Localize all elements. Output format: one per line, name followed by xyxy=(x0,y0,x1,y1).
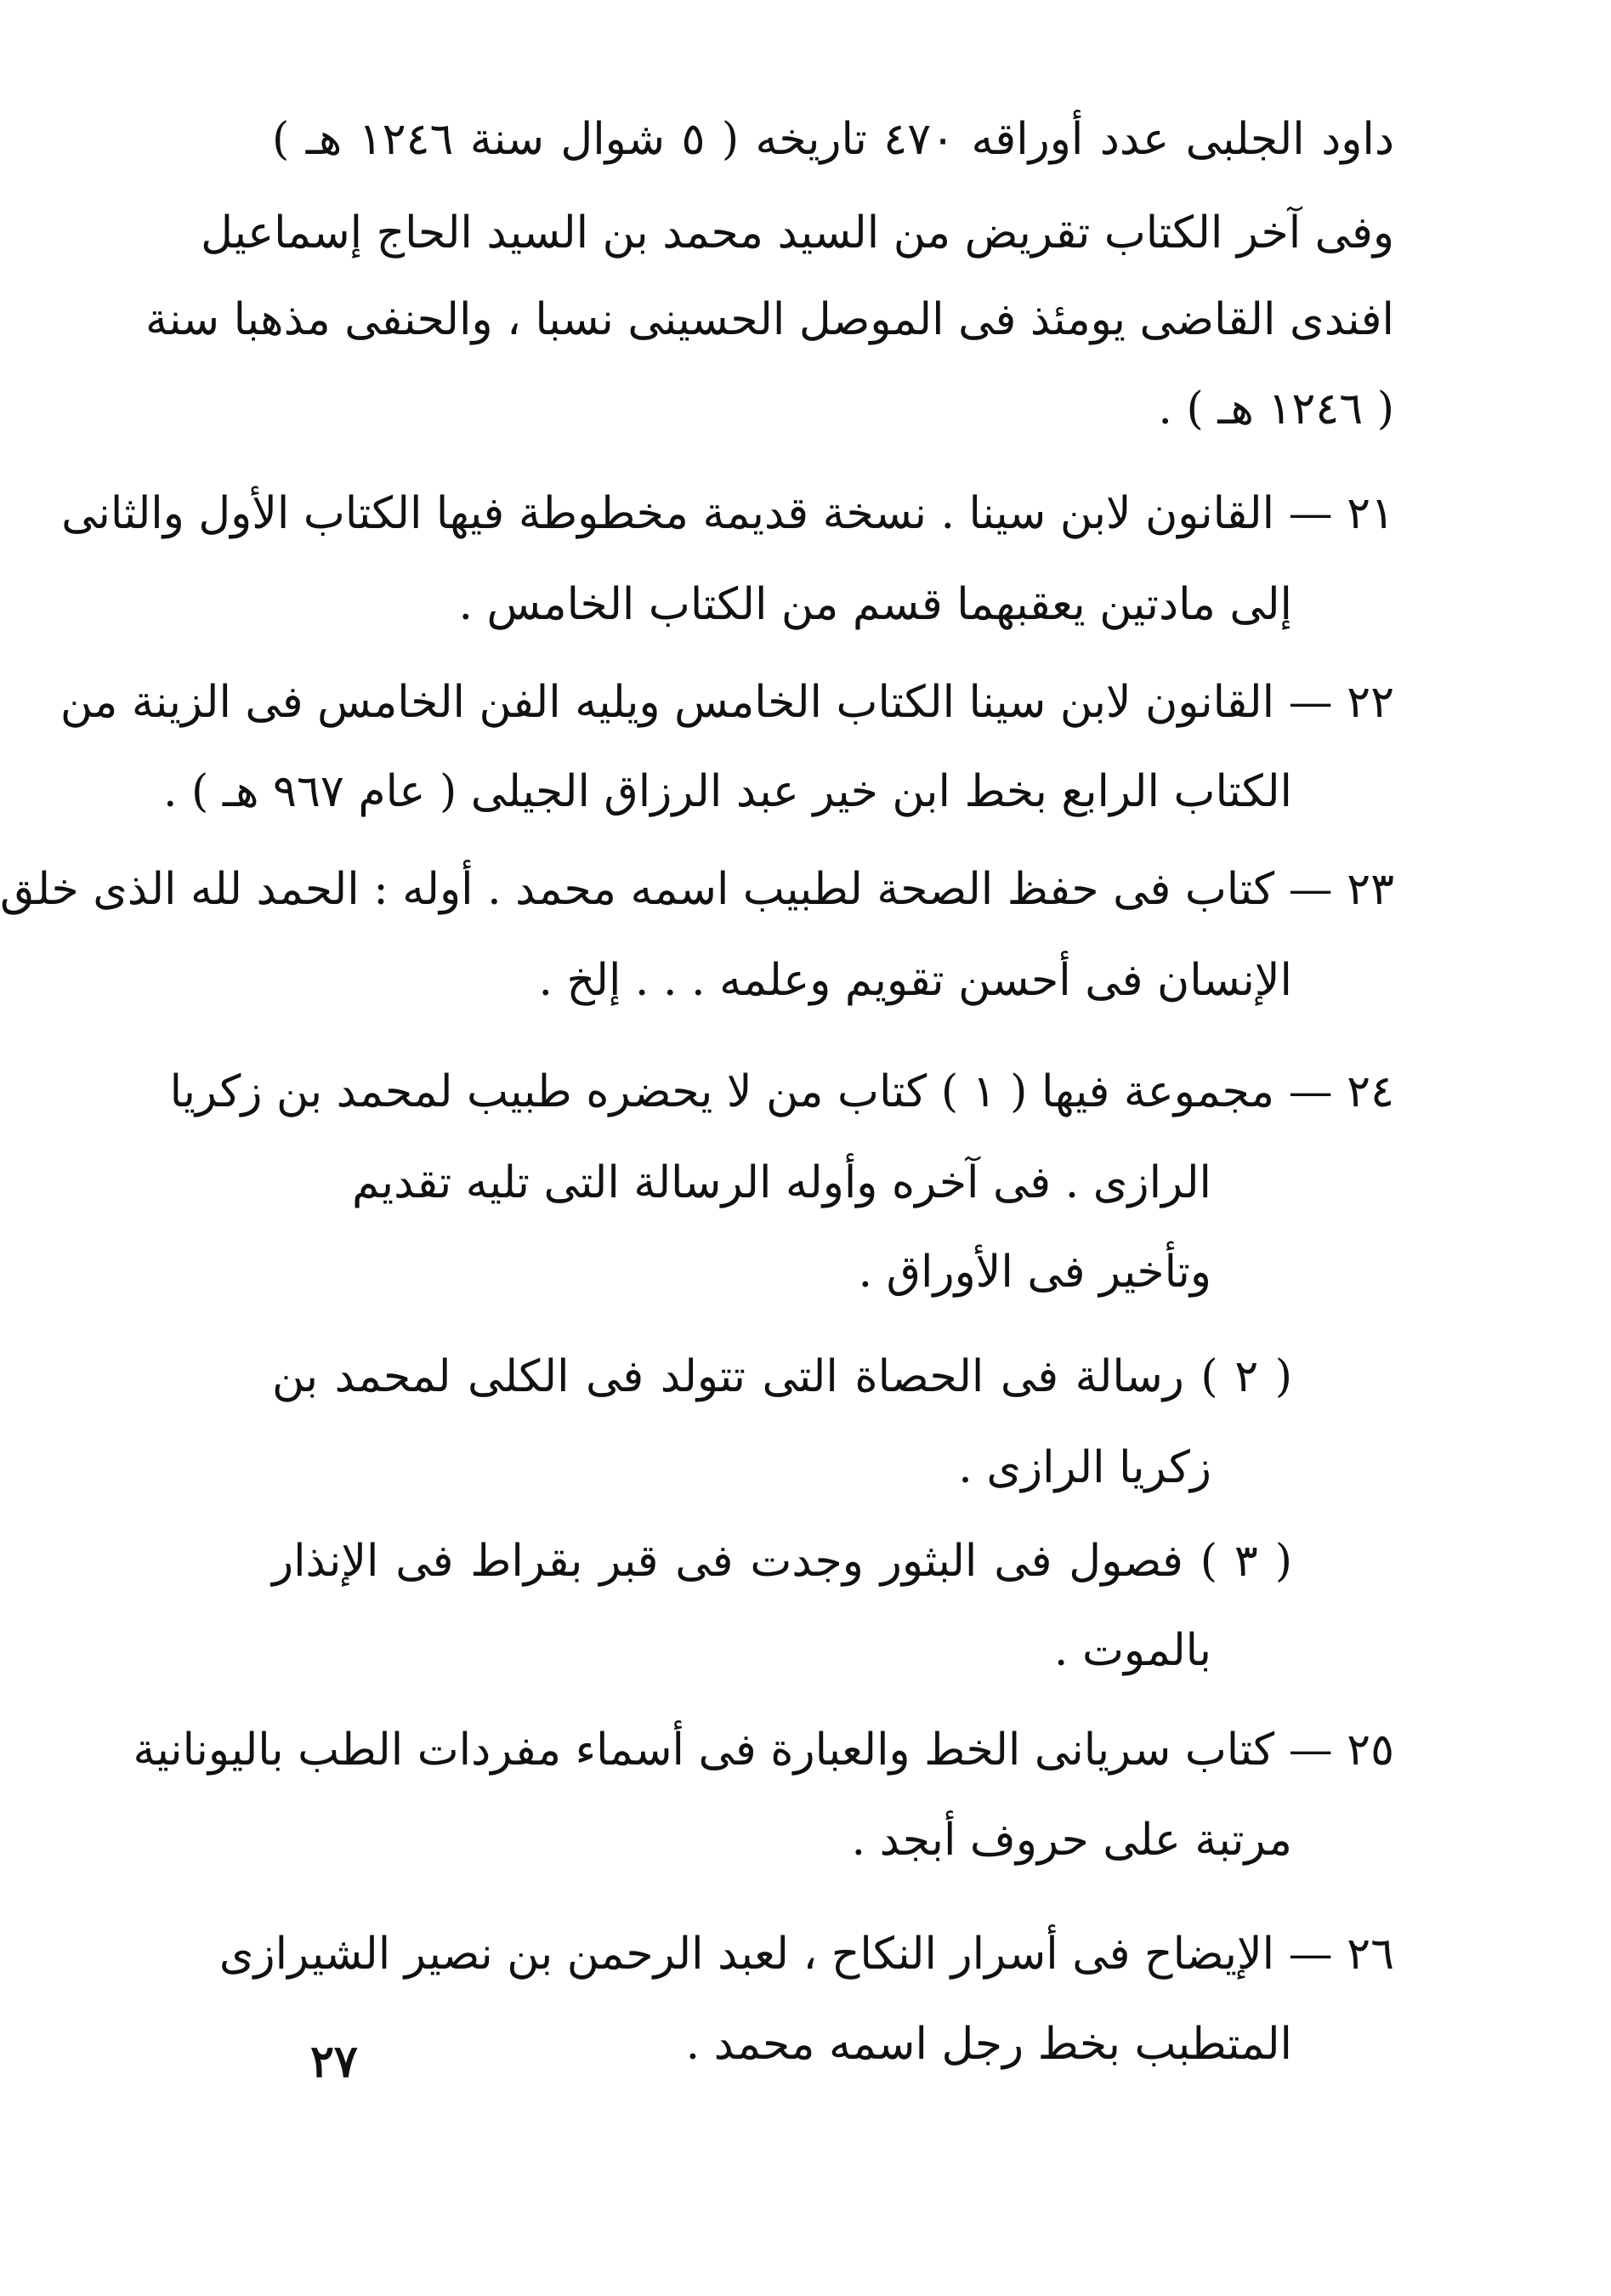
page-number: ٢٧ xyxy=(310,2036,358,2088)
text-line: ( ١٢٤٦ هـ ) . xyxy=(1158,384,1394,435)
entry-25-continuation: مرتبة على حروف أبجد . xyxy=(851,1815,1292,1866)
text-line: وفى آخر الكتاب تقريض من السيد محمد بن السيد الحاج إسماعيل xyxy=(201,207,1394,259)
entry-26: ٢٦ — الإيضاح فى أسرار النكاح ، لعبد الرحمن بن نصير الشيرازى xyxy=(218,1929,1394,1980)
entry-24-sub-2-continuation: زكريا الرازى . xyxy=(958,1442,1211,1493)
entry-24-sub-2: ( ٢ ) رسالة فى الحصاة التى تتولد فى الكلى لمحمد بن xyxy=(272,1351,1292,1402)
entry-23: ٢٣ — كتاب فى حفظ الصحة لطبيب اسمه محمد . أوله : الحمد لله الذى خلق xyxy=(0,864,1394,915)
entry-24-sub-3-continuation: بالموت . xyxy=(1053,1625,1211,1676)
entry-22-continuation: الكتاب الرابع بخط ابن خير عبد الرزاق الجيلى ( عام ٩٦٧ هـ ) . xyxy=(162,766,1292,817)
entry-24-continuation: الرازى . فى آخره وأوله الرسالة التى تليه تقديم xyxy=(352,1157,1211,1208)
entry-24: ٢٤ — مجموعة فيها ( ١ ) كتاب من لا يحضره طبيب لمحمد بن زكريا xyxy=(169,1066,1394,1117)
entry-26-continuation: المتطبب بخط رجل اسمه محمد . xyxy=(685,2019,1292,2070)
entry-23-continuation: الإنسان فى أحسن تقويم وعلمه . . . إلخ . xyxy=(538,955,1292,1006)
entry-22: ٢٢ — القانون لابن سينا الكتاب الخامس ويليه الفن الخامس فى الزينة من xyxy=(60,677,1394,728)
entry-24-sub-3: ( ٣ ) فصول فى البثور وجدت فى قبر بقراط فى الإنذار xyxy=(272,1536,1292,1587)
entry-21-continuation: إلى مادتين يعقبهما قسم من الكتاب الخامس . xyxy=(458,579,1292,630)
entry-24-continuation: وتأخير فى الأوراق . xyxy=(858,1247,1211,1298)
entry-21: ٢١ — القانون لابن سينا . نسخة قديمة مخطوطة فيها الكتاب الأول والثانى xyxy=(61,488,1394,539)
text-line: داود الجلبى عدد أوراقه ٤٧٠ تاريخه ( ٥ شوال سنة ١٢٤٦ هـ ) xyxy=(272,114,1394,165)
entry-25: ٢٥ — كتاب سريانى الخط والعبارة فى أسماء مفردات الطب باليونانية xyxy=(133,1725,1394,1776)
text-line: افندى القاضى يومئذ فى الموصل الحسينى نسبا ، والحنفى مذهبا سنة xyxy=(145,294,1394,345)
